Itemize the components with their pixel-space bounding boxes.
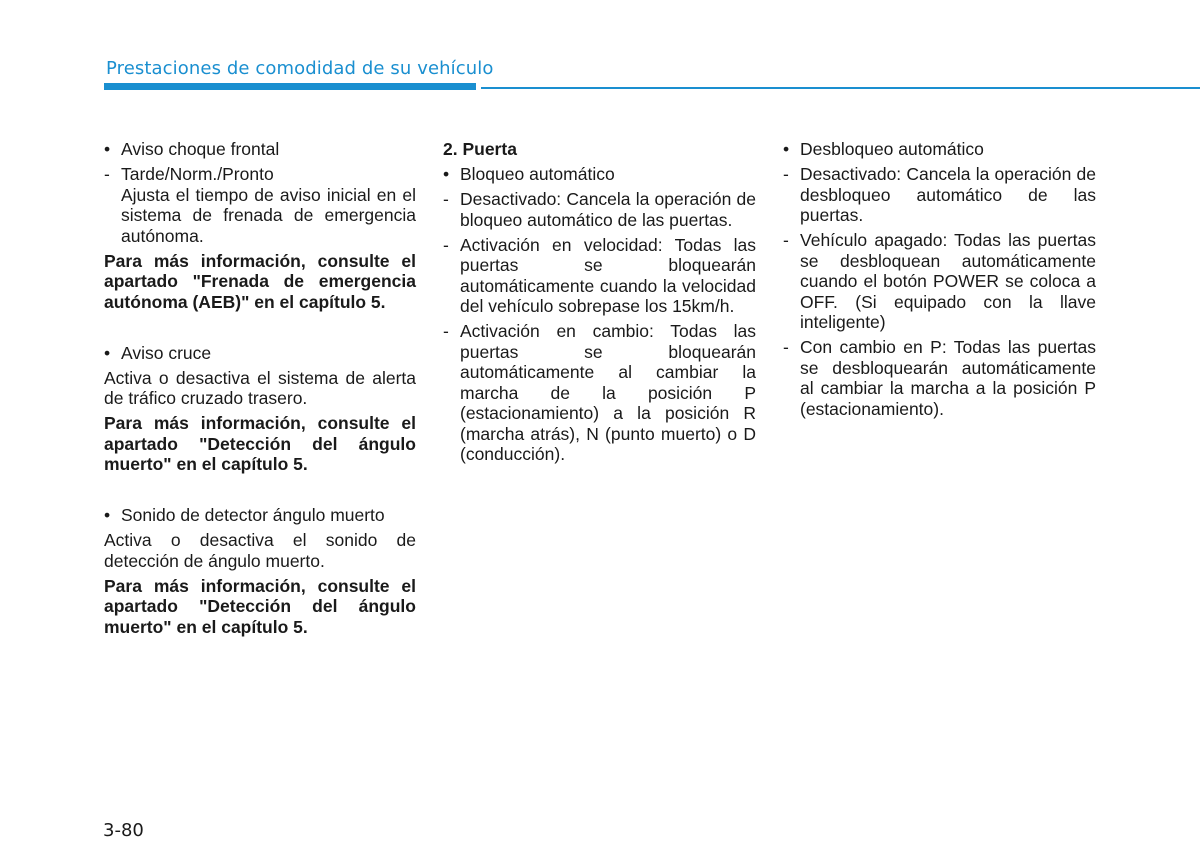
bullet-label-auto-unlock: Desbloqueo automático bbox=[800, 139, 984, 159]
dash-mark: - bbox=[443, 234, 449, 255]
dash-mark: - bbox=[104, 164, 110, 184]
bullet-mark: • bbox=[104, 139, 111, 159]
reference-note: Para más información, consulte el apartado "Frenada de emergencia autónoma (AEB)" en el capítulo 5. bbox=[104, 250, 416, 312]
paragraph: Activa o desactiva el sonido de detección de ángulo muerto. bbox=[104, 530, 416, 571]
column-right bbox=[783, 139, 1096, 424]
bullet-label-frontal-warning: Aviso choque frontal bbox=[121, 139, 280, 159]
bullet-mark: • bbox=[104, 505, 111, 525]
dash-mark: - bbox=[783, 230, 789, 250]
section-header-title: Prestaciones de comodidad de su vehículo bbox=[106, 58, 494, 79]
dash-text: Desactivado: Cancela la operación de bloqueo automático de las puertas. bbox=[460, 189, 756, 230]
dash-text: Activación en velocidad: Todas las puertas se bloquearán automáticamente cuando la velocidad del vehículo sobrepase los 15km/h. bbox=[460, 234, 756, 316]
dash-description: Ajusta el tiempo de aviso inicial en el sistema de frenada de emergencia autónoma. bbox=[121, 184, 416, 246]
dash-mark: - bbox=[443, 189, 449, 209]
header-rule-thin bbox=[481, 87, 1200, 89]
dash-text: Desactivado: Cancela la operación de desbloqueo automático de las puertas. bbox=[800, 164, 1096, 225]
dash-item bbox=[783, 337, 1096, 419]
bullet-item bbox=[104, 139, 416, 160]
dash-item bbox=[104, 164, 416, 185]
dash-item bbox=[783, 230, 1096, 333]
dash-text: Vehículo apagado: Todas las puertas se desbloquean automáticamente cuando el botón POWER se coloca a OFF. (Si equipado con la llave inteligente) bbox=[800, 230, 1096, 332]
bullet-label-blind-spot-sound: Sonido de detector ángulo muerto bbox=[121, 505, 385, 525]
bullet-label-auto-lock: Bloqueo automático bbox=[460, 164, 615, 184]
bullet-mark: • bbox=[104, 342, 111, 363]
dash-item bbox=[443, 235, 756, 317]
dash-text: Activación en cambio: Todas las puertas se bloquearán automáticamente al cambiar la marcha de la posición P (estacionamiento) a la posición R (marcha atrás), N (punto muerto) o D (conducción). bbox=[460, 321, 756, 464]
bullet-item bbox=[104, 505, 416, 526]
paragraph: Activa o desactiva el sistema de alerta de tráfico cruzado trasero. bbox=[104, 367, 416, 408]
reference-note: Para más información, consulte el apartado "Detección del ángulo muerto" en el capítulo 5. bbox=[104, 413, 416, 474]
dash-mark: - bbox=[783, 164, 789, 184]
bullet-item bbox=[104, 343, 416, 364]
dash-label-timing: Tarde/Norm./Pronto bbox=[121, 164, 274, 184]
dash-mark: - bbox=[443, 321, 449, 341]
dash-text: Con cambio en P: Todas las puertas se desbloquearán automáticamente al cambiar la marcha a la posición P (estacionamiento). bbox=[800, 337, 1096, 419]
bullet-mark: • bbox=[783, 139, 790, 159]
page-number: 3-80 bbox=[103, 820, 144, 841]
section-heading: 2. Puerta bbox=[443, 139, 517, 159]
bullet-item bbox=[443, 164, 756, 185]
bullet-mark: • bbox=[443, 164, 450, 184]
dash-item bbox=[783, 164, 1096, 226]
bullet-item bbox=[783, 139, 1096, 160]
column-left bbox=[104, 139, 416, 642]
header-rule-thick bbox=[104, 83, 476, 90]
column-middle bbox=[443, 139, 756, 469]
bullet-label-cross-warning: Aviso cruce bbox=[121, 342, 212, 363]
dash-item bbox=[443, 321, 756, 465]
dash-item bbox=[443, 189, 756, 230]
reference-note: Para más información, consulte el apartado "Detección del ángulo muerto" en el capítulo 5. bbox=[104, 575, 416, 637]
dash-mark: - bbox=[783, 337, 789, 357]
